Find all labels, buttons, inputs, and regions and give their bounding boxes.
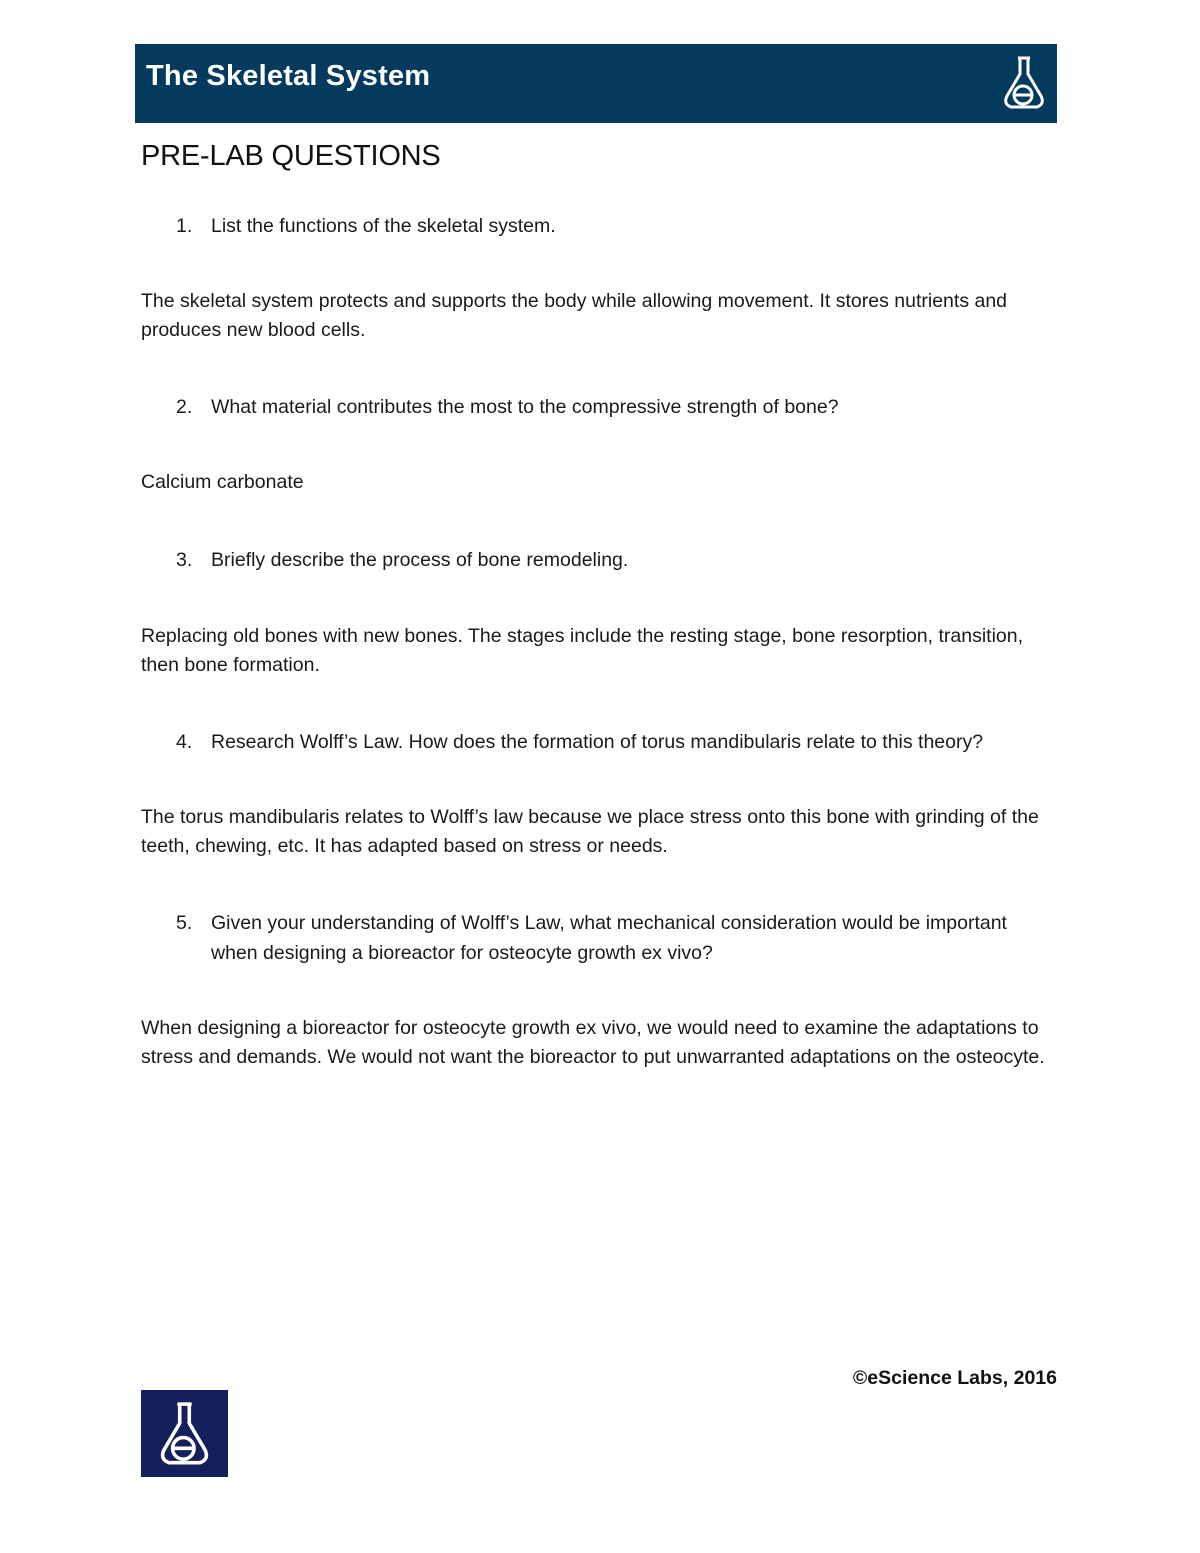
question-3 — [141, 545, 1061, 575]
question-text: List the functions of the skeletal system. — [211, 215, 556, 237]
page-title: The Skeletal System — [146, 60, 431, 92]
flask-logo-icon — [157, 1399, 212, 1469]
question-number: 5. — [176, 912, 193, 934]
answer-1: The skeletal system protects and supports the body while allowing movement. It stores nutrients and produces new blood cells. — [141, 290, 1008, 341]
header-bar — [135, 44, 1057, 123]
question-1 — [141, 211, 1061, 241]
answer-2: Calcium carbonate — [141, 471, 304, 493]
document-body — [141, 140, 1061, 1072]
question-number: 1. — [176, 215, 193, 237]
question-4 — [141, 727, 1061, 757]
question-text: Given your understanding of Wolff’s Law, what mechanical consideration would be important when designing a bioreactor for osteocyte growth ex vivo? — [211, 912, 1007, 964]
flask-logo-icon — [1001, 54, 1047, 112]
question-2 — [141, 392, 1061, 422]
question-text: Research Wolff’s Law. How does the formation of torus mandibularis relate to this theory? — [211, 731, 984, 753]
question-number: 3. — [176, 549, 193, 571]
question-number: 2. — [176, 396, 193, 418]
copyright-notice: ©eScience Labs, 2016 — [852, 1367, 1057, 1389]
footer-logo — [141, 1390, 228, 1477]
question-5 — [141, 908, 1061, 968]
answer-3: Replacing old bones with new bones. The stages include the resting stage, bone resorption, transition, then bone formation. — [141, 625, 1024, 676]
question-text: Briefly describe the process of bone remodeling. — [211, 549, 629, 571]
answer-4: The torus mandibularis relates to Wolff’s law because we place stress onto this bone with grinding of the teeth, chewing, etc. It has adapted based on stress or needs. — [141, 806, 1039, 857]
question-text: What material contributes the most to the compressive strength of bone? — [211, 396, 839, 418]
question-number: 4. — [176, 731, 193, 753]
answer-5: When designing a bioreactor for osteocyte growth ex vivo, we would need to examine the adaptations to stress and demands. We would not want the bioreactor to put unwarranted adaptations on the osteocyte. — [141, 1017, 1045, 1068]
section-heading: PRE-LAB QUESTIONS — [141, 140, 441, 172]
